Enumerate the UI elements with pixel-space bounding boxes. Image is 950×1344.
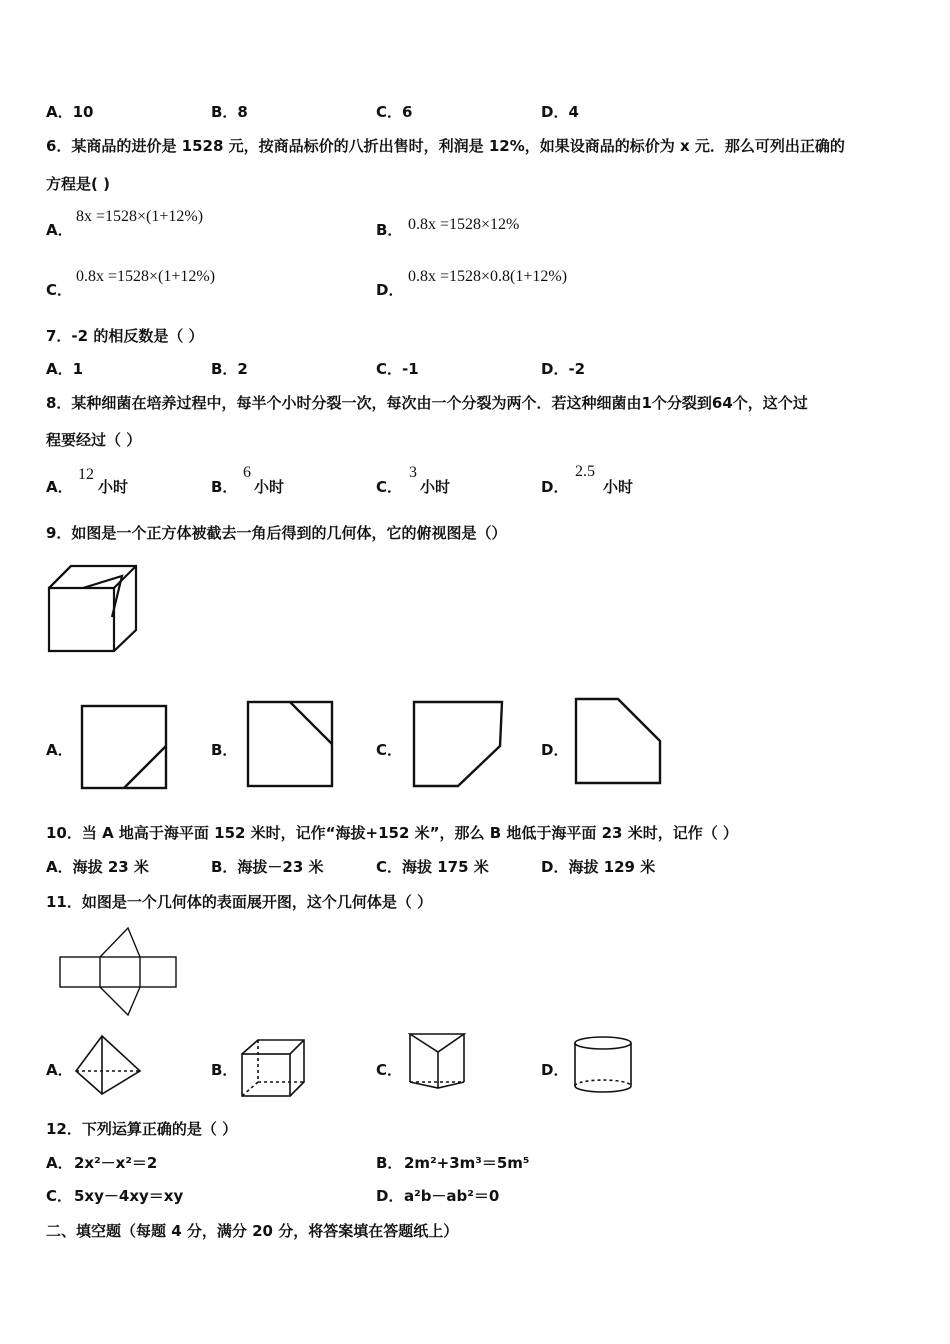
q7-option-d: D．-2: [541, 360, 586, 378]
q10-option-a: A．海拔 23 米: [46, 858, 149, 876]
q8-option-b-label: B．: [211, 478, 238, 496]
q12-option-a-expr: 2x²－x²＝2: [74, 1154, 158, 1172]
q8-option-c-value: 3: [409, 464, 417, 481]
q11-option-b-label: B．: [211, 1061, 238, 1079]
q8-option-b-value: 6: [243, 464, 251, 481]
q7-stem: 7．-2 的相反数是（ ）: [46, 327, 204, 345]
q12-option-c-label: C．: [46, 1187, 73, 1205]
q8-option-a-value: 12: [78, 466, 94, 483]
q5-option-c: C．6: [376, 103, 413, 121]
q11-net-figure: [58, 926, 178, 1018]
q6-option-b-expr: 0.8x =1528×12%: [408, 216, 520, 233]
q6-option-c-label: C．: [46, 281, 73, 299]
q8-option-c-label: C．: [376, 478, 403, 496]
q6-option-d-label: D．: [376, 281, 404, 299]
q8-option-d-label: D．: [541, 478, 569, 496]
q10-option-c: C．海拔 175 米: [376, 858, 489, 876]
q6-option-d-expr: 0.8x =1528×0.8(1+12%): [408, 268, 568, 285]
q5-option-a: A．10: [46, 103, 94, 121]
q9-cube-figure: [46, 562, 138, 657]
q11-option-a-label: A．: [46, 1061, 73, 1079]
q9-option-a-label: A．: [46, 741, 73, 759]
q12-option-d-expr: a²b－ab²＝0: [404, 1187, 500, 1205]
q9-option-b-label: B．: [211, 741, 238, 759]
q12-option-b-expr: 2m²+3m³＝5m⁵: [404, 1154, 530, 1172]
q11-option-c-figure: [408, 1032, 468, 1090]
q9-option-d-label: D．: [541, 741, 569, 759]
q5-option-d: D．4: [541, 103, 579, 121]
q12-option-b-label: B．: [376, 1154, 403, 1172]
q8-option-d-unit: 小时: [603, 478, 634, 496]
q8-stem-line1: 8．某种细菌在培养过程中，每半个小时分裂一次，每次由一个分裂为两个．若这种细菌由1个分裂到64个，这个过: [46, 394, 808, 412]
q9-option-a-figure: [80, 704, 168, 790]
q12-option-d-label: D．: [376, 1187, 404, 1205]
q12-stem: 12．下列运算正确的是（ ）: [46, 1120, 238, 1138]
q11-option-d-label: D．: [541, 1061, 569, 1079]
q6-option-a-label: A．: [46, 221, 73, 239]
q9-option-c-label: C．: [376, 741, 403, 759]
q10-stem: 10．当 A 地高于海平面 152 米时，记作“海拔+152 米”，那么 B 地低于海平面 23 米时，记作（ ）: [46, 824, 738, 842]
q7-option-c: C．-1: [376, 360, 419, 378]
q10-option-b: B．海拔－23 米: [211, 858, 324, 876]
q8-option-b-unit: 小时: [254, 478, 285, 496]
q8-stem-line2: 程要经过（ ）: [46, 431, 142, 449]
q10-option-d: D．海拔 129 米: [541, 858, 656, 876]
q6-option-c-expr: 0.8x =1528×(1+12%): [76, 268, 216, 285]
q6-option-b-label: B．: [376, 221, 403, 239]
q6-option-a-expr: 8x =1528×(1+12%): [76, 208, 204, 225]
section2-heading: 二、填空题（每题 4 分，满分 20 分，将答案填在答题纸上）: [46, 1222, 459, 1240]
q8-option-c-unit: 小时: [420, 478, 451, 496]
q11-option-b-figure: [240, 1038, 308, 1098]
q12-option-a-label: A．: [46, 1154, 73, 1172]
q8-option-d-value: 2.5: [575, 463, 595, 480]
q9-option-c-figure: [412, 700, 504, 788]
q5-option-b: B．8: [211, 103, 248, 121]
q11-stem: 11．如图是一个几何体的表面展开图，这个几何体是（ ）: [46, 893, 433, 911]
q7-option-b: B．2: [211, 360, 248, 378]
q8-option-a-unit: 小时: [98, 478, 129, 496]
q9-stem: 9．如图是一个正方体被截去一角后得到的几何体，它的俯视图是（）: [46, 524, 507, 542]
q12-option-c-expr: 5xy－4xy＝xy: [74, 1187, 184, 1205]
q6-stem-line1: 6．某商品的进价是 1528 元，按商品标价的八折出售时，利润是 12%，如果设商品的标价为 x 元．那么可列出正确的: [46, 137, 845, 155]
q11-option-d-figure: [572, 1034, 634, 1096]
q9-option-d-figure: [574, 697, 664, 787]
q8-option-a-label: A．: [46, 478, 73, 496]
q11-option-a-figure: [74, 1034, 144, 1098]
q9-option-b-figure: [246, 700, 334, 788]
q7-option-a: A．1: [46, 360, 84, 378]
q11-option-c-label: C．: [376, 1061, 403, 1079]
q6-stem-line2: 方程是( ): [46, 175, 110, 193]
